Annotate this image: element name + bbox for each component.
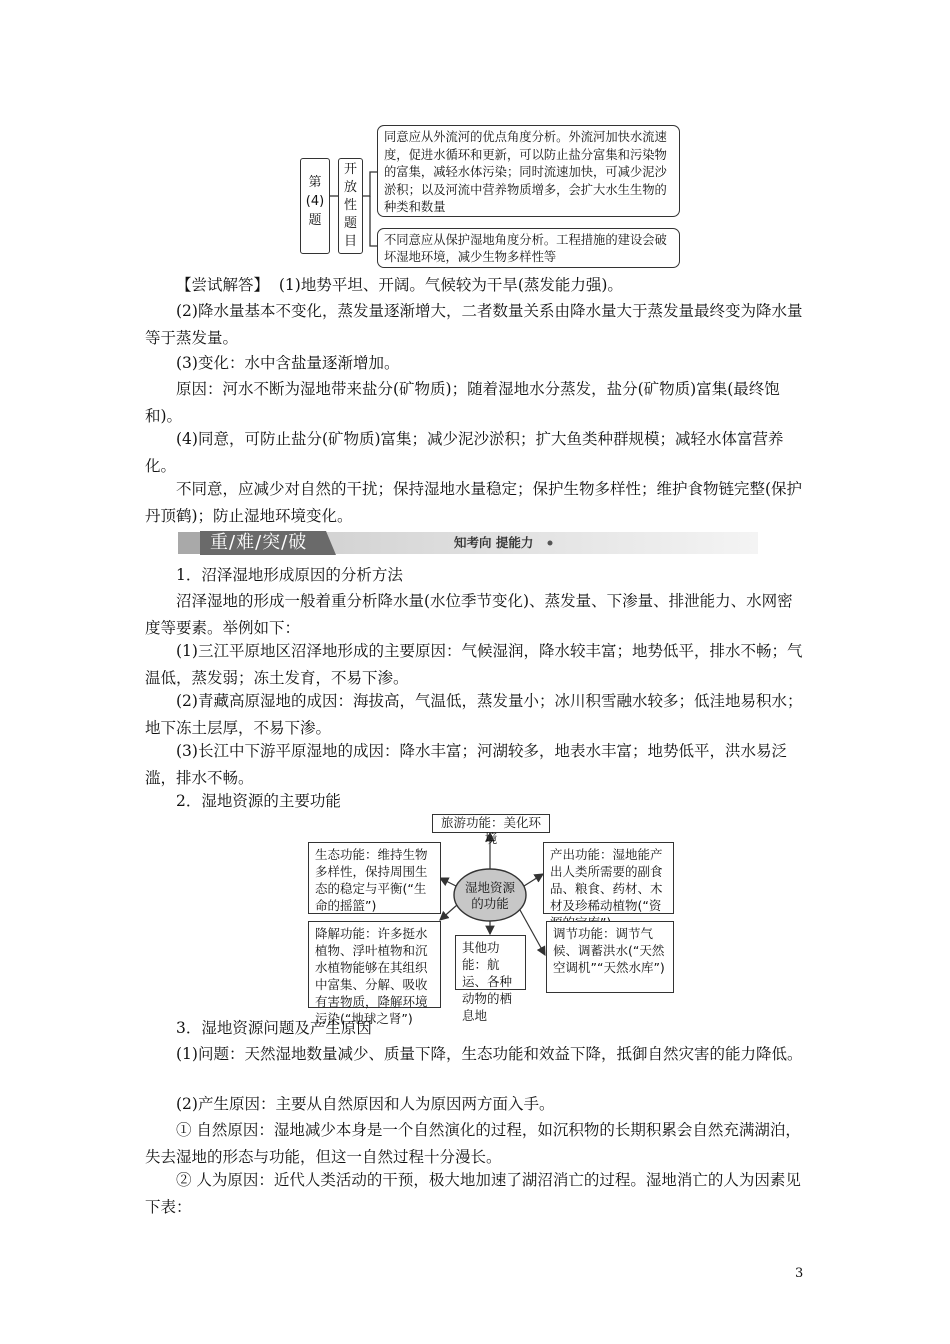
answer-p5: (4)同意，可防止盐分(矿物质)富集；减少泥沙淤积；扩大鱼类种群规模；减轻水体富营养化。 (145, 430, 784, 475)
open-question-label: 开放性题目 (338, 158, 363, 254)
disagree-box: 不同意应从保护湿地角度分析。工程措施的建设会破坏湿地环境，减少生物多样性等 (377, 228, 680, 268)
answer-p2: (2)降水量基本不变化，蒸发量逐渐增大，二者数量关系由降水量大于蒸发量最终变为降水量等于蒸发量。 (145, 302, 803, 347)
section3-p4: ② 人为原因：近代人类活动的干预，极大地加速了湖沼消亡的过程。湿地消亡的人为因素见下表： (145, 1171, 801, 1216)
question-4-label: 第(4)题 (300, 158, 330, 254)
degradation-function-box: 降解功能：许多挺水植物、浮叶植物和沉水植物能够在其组织中富集、分解、吸收有害物质，降解环境污染(“地球之肾”) (308, 921, 441, 1008)
answer-p6: 不同意，应减少对自然的干扰；保持湿地水量稳定；保护生物多样性；维护食物链完整(保护丹顶鹤)；防止湿地环境变化。 (145, 480, 803, 525)
answer-p4: 原因：河水不断为湿地带来盐分(矿物质)；随着湿地水分蒸发，盐分(矿物质)富集(最终饱和)。 (145, 380, 780, 425)
agree-box: 同意应从外流河的优点角度分析。外流河加快水流速度，促进水循环和更新，可以防止盐分富集和污染物的富集，减轻水体污染；同时流速加快，可减少泥沙淤积；以及河流中营养物质增多，会扩大水生生物的种类和数量 (377, 125, 680, 217)
section1-intro: 沼泽湿地的形成一般着重分析降水量(水位季节变化)、蒸发量、下渗量、排泄能力、水网密度等要素。举例如下： (145, 592, 793, 637)
banner-title: 重/难/突/破 (210, 532, 308, 553)
answer-p1-text: (1)地势平坦、开阔。气候较为干旱(蒸发能力强)。 (278, 276, 623, 294)
section1-item2: (2)青藏高原湿地的成因：海拔高，气温低，蒸发量小；冰川积雪融水较多；低洼地易积水；地下冻土层厚，不易下渗。 (145, 692, 803, 737)
regulation-function-box: 调节功能：调节气候、调蓄洪水(“天然空调机”“天然水库”) (546, 921, 674, 993)
answer-label: 【尝试解答】 (176, 276, 270, 294)
other-function-box: 其他功能：航运、各种动物的栖息地 (455, 935, 526, 990)
section1-item3: (3)长江中下游平原湿地的成因：降水丰富；河湖较多，地表水丰富；地势低平，洪水易泛滥，排水不畅。 (145, 742, 787, 787)
page-number: 3 (795, 1266, 804, 1281)
section3-p2: (2)产生原因：主要从自然原因和人为原因两方面入手。 (176, 1095, 555, 1113)
ecological-function-box: 生态功能：维持生物多样性，保持周围生态的稳定与平衡(“生命的摇篮”) (308, 842, 441, 914)
section3-p1: (1)问题：天然湿地数量减少、质量下降，生态功能和效益下降，抵御自然灾害的能力降低。 (176, 1045, 803, 1063)
output-function-box: 产出功能：湿地能产出人类所需要的副食品、粮食、药材、木材及珍稀动植物(“资 (543, 842, 674, 914)
function-center-label: 湿地资源的功能 (464, 880, 515, 911)
section2-heading: 2．湿地资源的主要功能 (176, 792, 341, 810)
banner-subtitle: 知考向 提能力 (454, 535, 534, 550)
section3-heading: 3．湿地资源问题及产生原因 (176, 1019, 372, 1037)
section1-heading: 1．沼泽湿地形成原因的分析方法 (176, 566, 403, 584)
section3-p3: ① 自然原因：湿地减少本身是一个自然演化的过程，如沉积物的长期积累会自然充满湖泊，失去湿地的形态与功能，但这一自然过程十分漫长。 (145, 1121, 801, 1166)
section1-item1: (1)三江平原地区沼泽地形成的主要原因：气候湿润，降水较丰富；地势低平，排水不畅；气温低，蒸发弱；冻土发育，不易下渗。 (145, 642, 803, 687)
tourism-function-box: 旅游功能：美化环境 (432, 814, 550, 833)
answer-p3: (3)变化：水中含盐量逐渐增加。 (176, 354, 400, 372)
